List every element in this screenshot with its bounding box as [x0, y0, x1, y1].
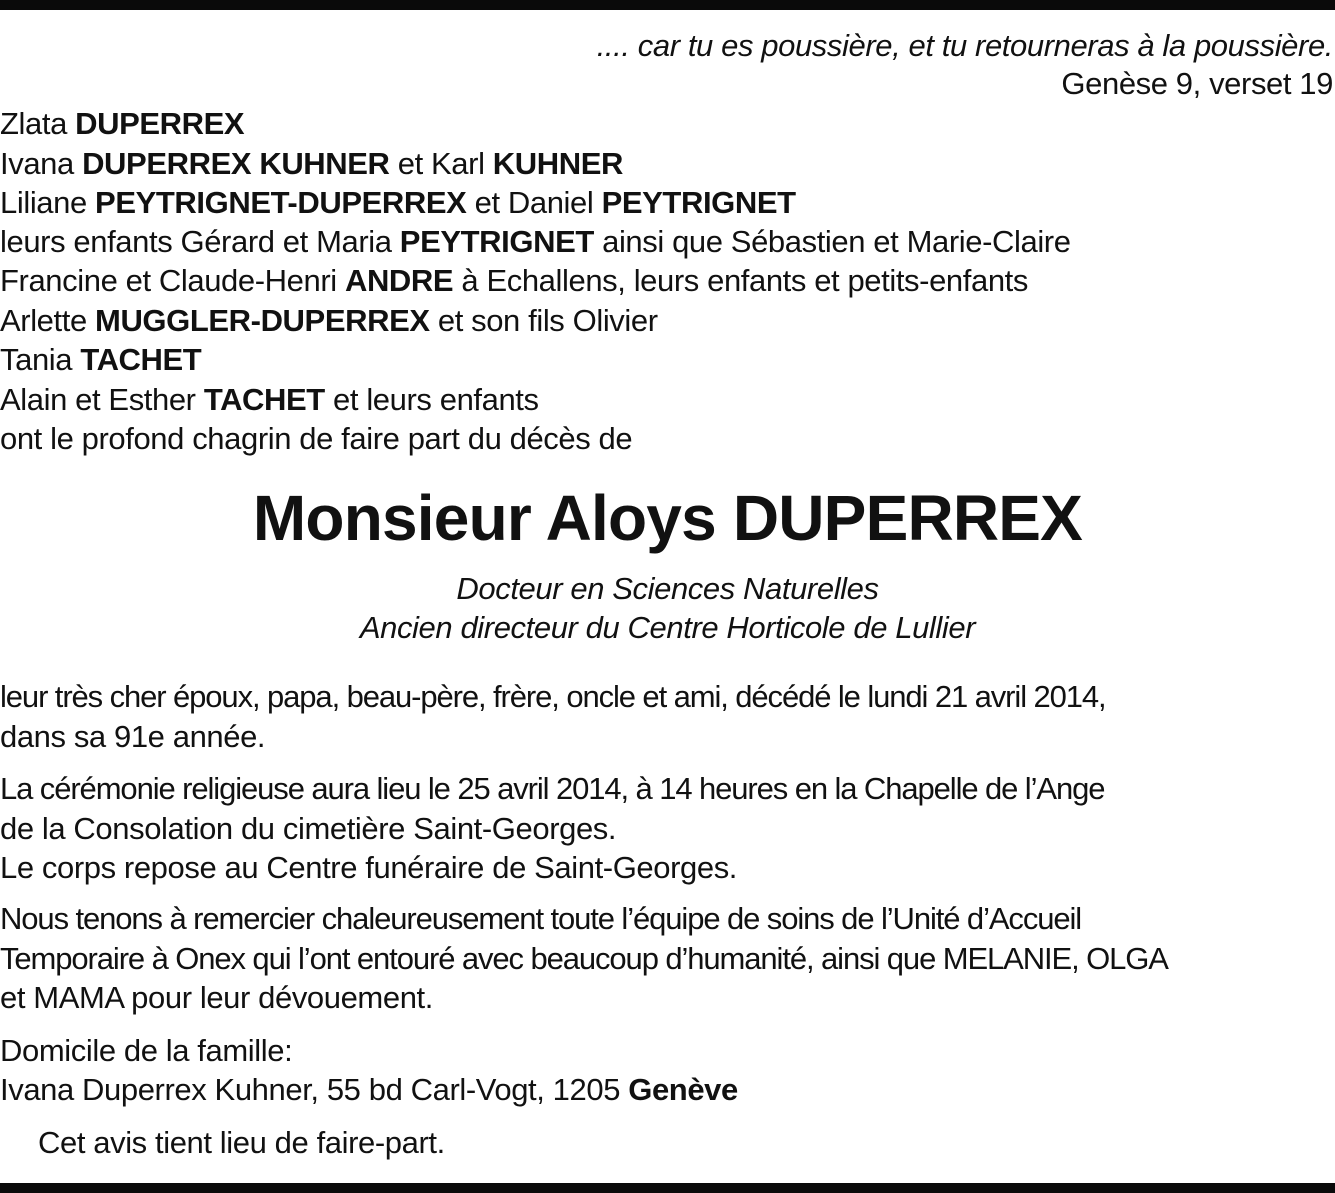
family-line: Liliane PEYTRIGNET-DUPERREX et Daniel PEYTRIGNET	[0, 185, 796, 220]
deceased-name: Monsieur Aloys DUPERREX	[252, 482, 1083, 554]
family-line: Arlette MUGGLER-DUPERREX et son fils Olivier	[0, 303, 658, 338]
thanks-line: Nous tenons à remercier chaleureusement toute l’équipe de soins de l’Unité d’Accueil	[0, 901, 1082, 936]
thanks-line: et MAMA pour leur dévouement.	[0, 980, 433, 1015]
family-line: Ivana DUPERREX KUHNER et Karl KUHNER	[0, 146, 623, 181]
domicile-label: Domicile de la famille:	[0, 1033, 293, 1068]
domicile-address: Ivana Duperrex Kuhner, 55 bd Carl-Vogt, 1205 Genève	[0, 1072, 738, 1107]
family-line: Tania TACHET	[0, 342, 202, 377]
ceremony-line: Le corps repose au Centre funéraire de Saint-Georges.	[0, 850, 738, 885]
deceased-position: Ancien directeur du Centre Horticole de Lullier	[359, 610, 976, 645]
thanks-line: Temporaire à Onex qui l’ont entouré avec beaucoup d’humanité, ainsi que MELANIE, OLGA	[0, 941, 1168, 976]
bottom-rule	[0, 1183, 1335, 1193]
deceased-title: Docteur en Sciences Naturelles	[456, 571, 879, 606]
paragraph-line: leur très cher époux, papa, beau-père, frère, oncle et ami, décédé le lundi 21 avril 2014,	[0, 679, 1106, 714]
bible-reference: Genèse 9, verset 19	[1061, 66, 1333, 101]
family-line: Francine et Claude-Henri ANDRE à Echallens, leurs enfants et petits-enfants	[0, 263, 1028, 298]
bible-quote: .... car tu es poussière, et tu retourneras à la poussière.	[596, 28, 1333, 63]
family-line: leurs enfants Gérard et Maria PEYTRIGNET ainsi que Sébastien et Marie-Claire	[0, 224, 1071, 259]
footer-note: Cet avis tient lieu de faire-part.	[38, 1125, 445, 1160]
announcement-line: ont le profond chagrin de faire part du décès de	[0, 421, 633, 456]
family-line: Zlata DUPERREX	[0, 106, 245, 141]
family-line: Alain et Esther TACHET et leurs enfants	[0, 382, 539, 417]
paragraph-line: dans sa 91e année.	[0, 719, 266, 754]
ceremony-line: La cérémonie religieuse aura lieu le 25 avril 2014, à 14 heures en la Chapelle de l’Ange	[0, 771, 1105, 806]
ceremony-line: de la Consolation du cimetière Saint-Georges.	[0, 811, 617, 846]
